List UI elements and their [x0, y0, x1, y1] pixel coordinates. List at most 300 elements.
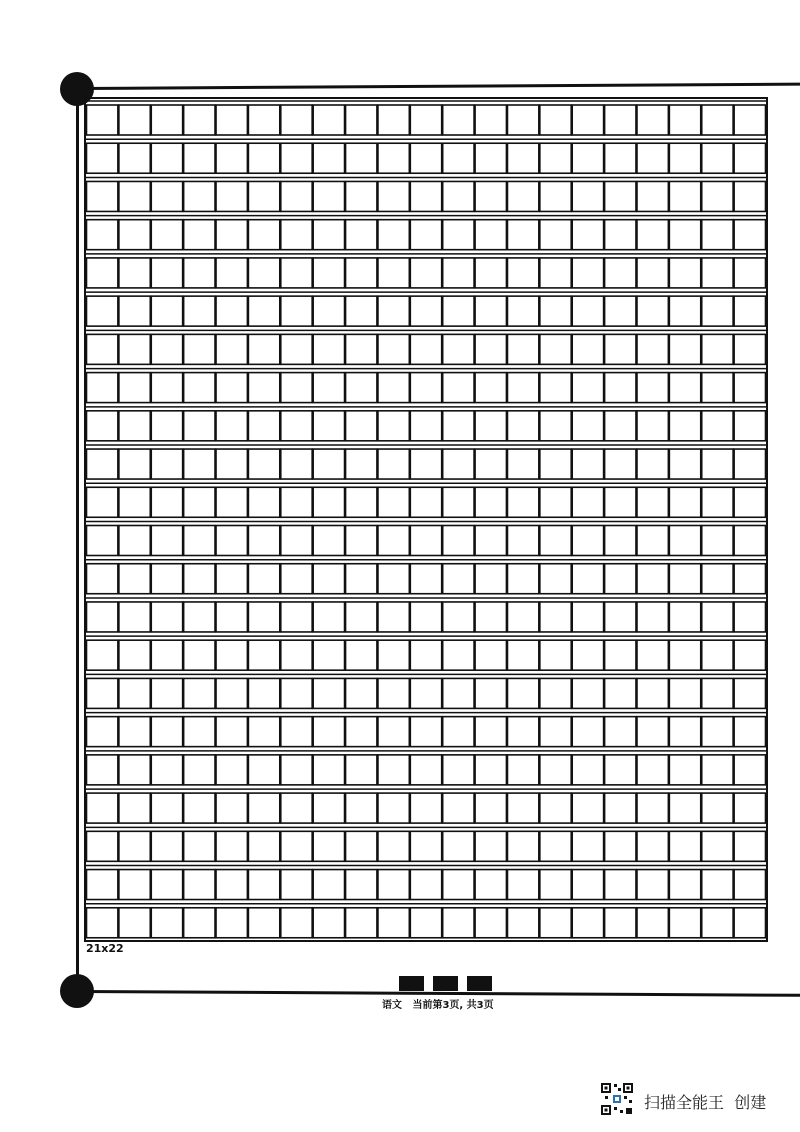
grid-cell: [346, 296, 377, 326]
grid-cell: [669, 678, 700, 708]
grid-cell: [410, 181, 441, 211]
grid-cell: [637, 181, 668, 211]
grid-cell: [702, 258, 733, 288]
grid-cell: [410, 143, 441, 173]
grid-cell: [443, 602, 474, 632]
grid-cell: [248, 105, 279, 135]
grid-cell: [443, 640, 474, 670]
grid-cell: [87, 678, 118, 708]
grid-cell: [702, 755, 733, 785]
grid-cell: [184, 258, 215, 288]
grid-cell: [119, 602, 150, 632]
grid-cell: [605, 678, 636, 708]
grid-cell: [378, 143, 409, 173]
grid-cell: [443, 831, 474, 861]
grid-cell: [475, 373, 506, 403]
grid-cell: [248, 487, 279, 517]
grid-cell: [605, 105, 636, 135]
grid-cell: [702, 564, 733, 594]
grid-cell: [507, 487, 538, 517]
composition-grid: [84, 97, 768, 942]
grid-cell: [475, 793, 506, 823]
grid-cell: [669, 526, 700, 556]
grid-cell: [605, 143, 636, 173]
grid-cell: [443, 487, 474, 517]
grid-cell: [151, 411, 182, 441]
grid-cell: [281, 908, 312, 938]
grid-cell: [346, 564, 377, 594]
grid-cell: [443, 373, 474, 403]
frame-line-top: [78, 83, 800, 90]
grid-cell: [151, 487, 182, 517]
grid-cell: [669, 564, 700, 594]
grid-cell: [378, 487, 409, 517]
grid-cell: [248, 908, 279, 938]
grid-cell: [637, 755, 668, 785]
grid-cell: [410, 373, 441, 403]
grid-cell: [346, 220, 377, 250]
grid-cell: [605, 564, 636, 594]
grid-cell: [507, 640, 538, 670]
grid-cell: [346, 717, 377, 747]
grid-cell: [702, 220, 733, 250]
grid-cell: [669, 449, 700, 479]
qr-code-icon: [600, 1082, 634, 1116]
grid-cell: [378, 296, 409, 326]
grid-cell: [572, 487, 603, 517]
grid-cell: [702, 181, 733, 211]
grid-cell: [572, 793, 603, 823]
grid-cell: [216, 258, 247, 288]
grid-cell: [87, 487, 118, 517]
grid-cell: [540, 220, 571, 250]
grid-cell: [475, 564, 506, 594]
grid-cell: [281, 755, 312, 785]
grid-cell: [540, 334, 571, 364]
grid-cell: [313, 373, 344, 403]
grid-cell: [378, 678, 409, 708]
grid-cell: [281, 449, 312, 479]
grid-cell: [702, 296, 733, 326]
grid-cell: [734, 755, 765, 785]
grid-cell: [507, 755, 538, 785]
grid-cell: [605, 373, 636, 403]
grid-cell: [346, 181, 377, 211]
grid-cell: [119, 181, 150, 211]
grid-cell: [216, 373, 247, 403]
grid-cell: [475, 870, 506, 900]
grid-cell: [216, 411, 247, 441]
grid-cell: [540, 602, 571, 632]
grid-cell: [87, 449, 118, 479]
grid-cell: [669, 717, 700, 747]
grid-cell: [507, 373, 538, 403]
grid-cell: [119, 564, 150, 594]
grid-cell: [281, 411, 312, 441]
grid-cell: [410, 449, 441, 479]
grid-cell: [216, 678, 247, 708]
grid-cell: [540, 831, 571, 861]
grid-cell: [313, 143, 344, 173]
grid-cell: [151, 602, 182, 632]
grid-cell: [119, 105, 150, 135]
grid-cell: [87, 296, 118, 326]
grid-cell: [119, 487, 150, 517]
grid-cell: [605, 640, 636, 670]
grid-cell: [216, 755, 247, 785]
grid-cell: [637, 487, 668, 517]
scanner-watermark: [644, 1090, 766, 1113]
page-footer: 语文 当前第3页, 共3页: [382, 1000, 494, 1011]
grid-cell: [119, 755, 150, 785]
grid-cell: [248, 220, 279, 250]
grid-cell: [734, 143, 765, 173]
grid-cell: [734, 717, 765, 747]
timing-marks: [399, 976, 492, 991]
grid-cell: [734, 870, 765, 900]
grid-cell: [410, 717, 441, 747]
grid-cell: [702, 678, 733, 708]
grid-cell: [443, 334, 474, 364]
grid-cell: [151, 373, 182, 403]
grid-cell: [216, 640, 247, 670]
grid-cell: [637, 449, 668, 479]
grid-cell: [248, 334, 279, 364]
grid-cell: [281, 602, 312, 632]
grid-cell: [410, 793, 441, 823]
grid-cell: [248, 181, 279, 211]
grid-cell: [410, 526, 441, 556]
grid-cell: [637, 334, 668, 364]
grid-cell: [702, 870, 733, 900]
grid-cell: [734, 411, 765, 441]
grid-cell: [637, 296, 668, 326]
grid-cell: [248, 678, 279, 708]
grid-cell: [637, 526, 668, 556]
grid-cell: [184, 181, 215, 211]
grid-cell: [669, 220, 700, 250]
grid-cell: [507, 181, 538, 211]
grid-cell: [475, 105, 506, 135]
grid-cell: [119, 334, 150, 364]
grid-cell: [346, 487, 377, 517]
grid-cell: [313, 564, 344, 594]
grid-cell: [669, 105, 700, 135]
grid-cell: [216, 908, 247, 938]
grid-cell: [151, 258, 182, 288]
grid-cell: [119, 678, 150, 708]
grid-cell: [378, 258, 409, 288]
grid-cell: [443, 220, 474, 250]
grid-cell: [346, 793, 377, 823]
grid-cell: [702, 373, 733, 403]
grid-cell: [443, 717, 474, 747]
grid-cell: [184, 296, 215, 326]
grid-cell: [540, 793, 571, 823]
grid-cell: [540, 373, 571, 403]
grid-cell: [87, 831, 118, 861]
grid-cell: [248, 564, 279, 594]
grid-cell: [572, 373, 603, 403]
grid-cell: [313, 717, 344, 747]
grid-cell: [443, 564, 474, 594]
grid-cell: [378, 105, 409, 135]
grid-cell: [313, 411, 344, 441]
grid-cell: [605, 258, 636, 288]
grid-cell: [734, 334, 765, 364]
grid-cell: [540, 449, 571, 479]
grid-cell: [572, 678, 603, 708]
grid-cell: [87, 602, 118, 632]
grid-cell: [669, 870, 700, 900]
grid-cell: [540, 717, 571, 747]
grid-cell: [248, 373, 279, 403]
grid-cell: [572, 220, 603, 250]
grid-cell: [346, 640, 377, 670]
grid-cell: [281, 793, 312, 823]
grid-cell: [572, 449, 603, 479]
grid-cell: [443, 678, 474, 708]
grid-cell: [248, 755, 279, 785]
grid-cell: [540, 678, 571, 708]
grid-cell: [119, 258, 150, 288]
grid-cell: [734, 449, 765, 479]
grid-cell: [184, 564, 215, 594]
scanner-app-name: 扫描全能王: [644, 1093, 725, 1112]
grid-cell: [281, 717, 312, 747]
grid-cell: [734, 105, 765, 135]
grid-cell: [346, 602, 377, 632]
grid-cell: [87, 411, 118, 441]
grid-cell: [151, 143, 182, 173]
grid-cell: [410, 564, 441, 594]
grid-cell: [637, 602, 668, 632]
grid-cell: [313, 526, 344, 556]
grid-cell: [702, 449, 733, 479]
grid-cell: [216, 526, 247, 556]
grid-cell: [572, 181, 603, 211]
grid-cell: [313, 258, 344, 288]
timing-mark: [467, 976, 492, 991]
grid-cell: [475, 717, 506, 747]
grid-cell: [151, 908, 182, 938]
grid-cell: [475, 602, 506, 632]
timing-mark: [433, 976, 458, 991]
grid-cell: [281, 258, 312, 288]
grid-cell: [184, 640, 215, 670]
grid-cell: [734, 526, 765, 556]
grid-cell: [151, 181, 182, 211]
grid-cell: [346, 831, 377, 861]
grid-cell: [637, 373, 668, 403]
grid-cell: [572, 296, 603, 326]
grid-cell: [605, 831, 636, 861]
grid-cell: [443, 258, 474, 288]
grid-cell: [313, 640, 344, 670]
grid-cell: [87, 143, 118, 173]
grid-cell: [475, 258, 506, 288]
grid-cell: [475, 831, 506, 861]
grid-cell: [248, 143, 279, 173]
grid-cell: [702, 640, 733, 670]
grid-cell: [346, 526, 377, 556]
grid-cell: [346, 105, 377, 135]
grid-cell: [540, 755, 571, 785]
grid-cell: [702, 908, 733, 938]
grid-cell: [216, 793, 247, 823]
grid-cell: [378, 717, 409, 747]
grid-cell: [507, 220, 538, 250]
grid-cell: [216, 296, 247, 326]
grid-cell: [119, 526, 150, 556]
grid-cell: [702, 105, 733, 135]
grid-cell: [540, 908, 571, 938]
grid-cell: [507, 793, 538, 823]
grid-cell: [605, 334, 636, 364]
grid-cell: [507, 908, 538, 938]
grid-cell: [281, 640, 312, 670]
grid-cell: [184, 678, 215, 708]
grid-cell: [540, 411, 571, 441]
grid-cell: [443, 181, 474, 211]
grid-cell: [119, 373, 150, 403]
grid-cell: [637, 564, 668, 594]
grid-cell: [281, 564, 312, 594]
grid-cell: [702, 793, 733, 823]
grid-cell: [184, 831, 215, 861]
grid-cell: [507, 334, 538, 364]
grid-cell: [151, 449, 182, 479]
grid-cell: [410, 105, 441, 135]
grid-cell: [734, 640, 765, 670]
grid-cell: [119, 908, 150, 938]
grid-cell: [119, 870, 150, 900]
grid-cell: [734, 564, 765, 594]
grid-cell: [605, 296, 636, 326]
grid-cell: [443, 296, 474, 326]
grid-cell: [475, 487, 506, 517]
grid-cell: [475, 640, 506, 670]
grid-cell: [669, 487, 700, 517]
grid-cell: [119, 411, 150, 441]
grid-cell: [475, 908, 506, 938]
grid-cell: [475, 220, 506, 250]
grid-cell: [184, 793, 215, 823]
grid-cell: [151, 640, 182, 670]
grid-cell: [378, 220, 409, 250]
grid-cell: [507, 602, 538, 632]
grid-cell: [443, 105, 474, 135]
grid-cell: [87, 334, 118, 364]
grid-cell: [702, 143, 733, 173]
grid-cell: [216, 334, 247, 364]
grid-cell: [734, 220, 765, 250]
grid-cell: [248, 258, 279, 288]
grid-cell: [378, 449, 409, 479]
grid-cell: [410, 334, 441, 364]
grid-cell: [119, 143, 150, 173]
grid-cell: [248, 296, 279, 326]
grid-cell: [119, 793, 150, 823]
grid-cell: [378, 870, 409, 900]
grid-cell: [87, 793, 118, 823]
grid-cell: [507, 564, 538, 594]
grid-cell: [702, 602, 733, 632]
grid-cell: [87, 220, 118, 250]
grid-cell: [507, 717, 538, 747]
grid-cell: [281, 181, 312, 211]
grid-cell: [346, 449, 377, 479]
grid-cell: [87, 755, 118, 785]
grid-cell: [87, 258, 118, 288]
grid-cell: [734, 908, 765, 938]
grid-cell: [87, 870, 118, 900]
grid-cell: [669, 296, 700, 326]
grid-cell: [184, 755, 215, 785]
grid-cell: [669, 411, 700, 441]
grid-cell: [410, 411, 441, 441]
grid-cell: [669, 908, 700, 938]
grid-cell: [119, 296, 150, 326]
grid-cell: [216, 564, 247, 594]
grid-cell: [248, 526, 279, 556]
grid-cell: [151, 870, 182, 900]
grid-cell: [313, 181, 344, 211]
grid-cell: [637, 908, 668, 938]
grid-cell: [605, 755, 636, 785]
grid-cell: [475, 143, 506, 173]
grid-cell: [734, 487, 765, 517]
grid-cell: [151, 105, 182, 135]
grid-cell: [605, 526, 636, 556]
grid-cell: [734, 373, 765, 403]
grid-cell: [216, 105, 247, 135]
grid-cell: [216, 449, 247, 479]
grid-cell: [184, 526, 215, 556]
grid-cell: [540, 487, 571, 517]
grid-cell: [248, 602, 279, 632]
grid-cell: [410, 487, 441, 517]
grid-cell: [313, 793, 344, 823]
grid-cell: [702, 411, 733, 441]
grid-cell: [734, 678, 765, 708]
grid-cell: [119, 640, 150, 670]
grid-cell: [119, 717, 150, 747]
grid-cell: [734, 602, 765, 632]
grid-cell: [281, 105, 312, 135]
grid-cell: [87, 373, 118, 403]
grid-cell: [734, 831, 765, 861]
grid-cell: [313, 105, 344, 135]
grid-cell: [410, 908, 441, 938]
grid-cell: [637, 105, 668, 135]
grid-cell: [378, 908, 409, 938]
grid-cell: [346, 258, 377, 288]
grid-cell: [378, 373, 409, 403]
grid-cell: [281, 373, 312, 403]
grid-cell: [151, 678, 182, 708]
grid-cell: [669, 602, 700, 632]
grid-cell: [540, 296, 571, 326]
grid-cell: [410, 220, 441, 250]
grid-cell: [151, 831, 182, 861]
grid-cell: [184, 373, 215, 403]
grid-cell: [216, 143, 247, 173]
grid-cell: [605, 449, 636, 479]
grid-cell: [184, 220, 215, 250]
grid-cell: [702, 717, 733, 747]
grid-cell: [281, 487, 312, 517]
